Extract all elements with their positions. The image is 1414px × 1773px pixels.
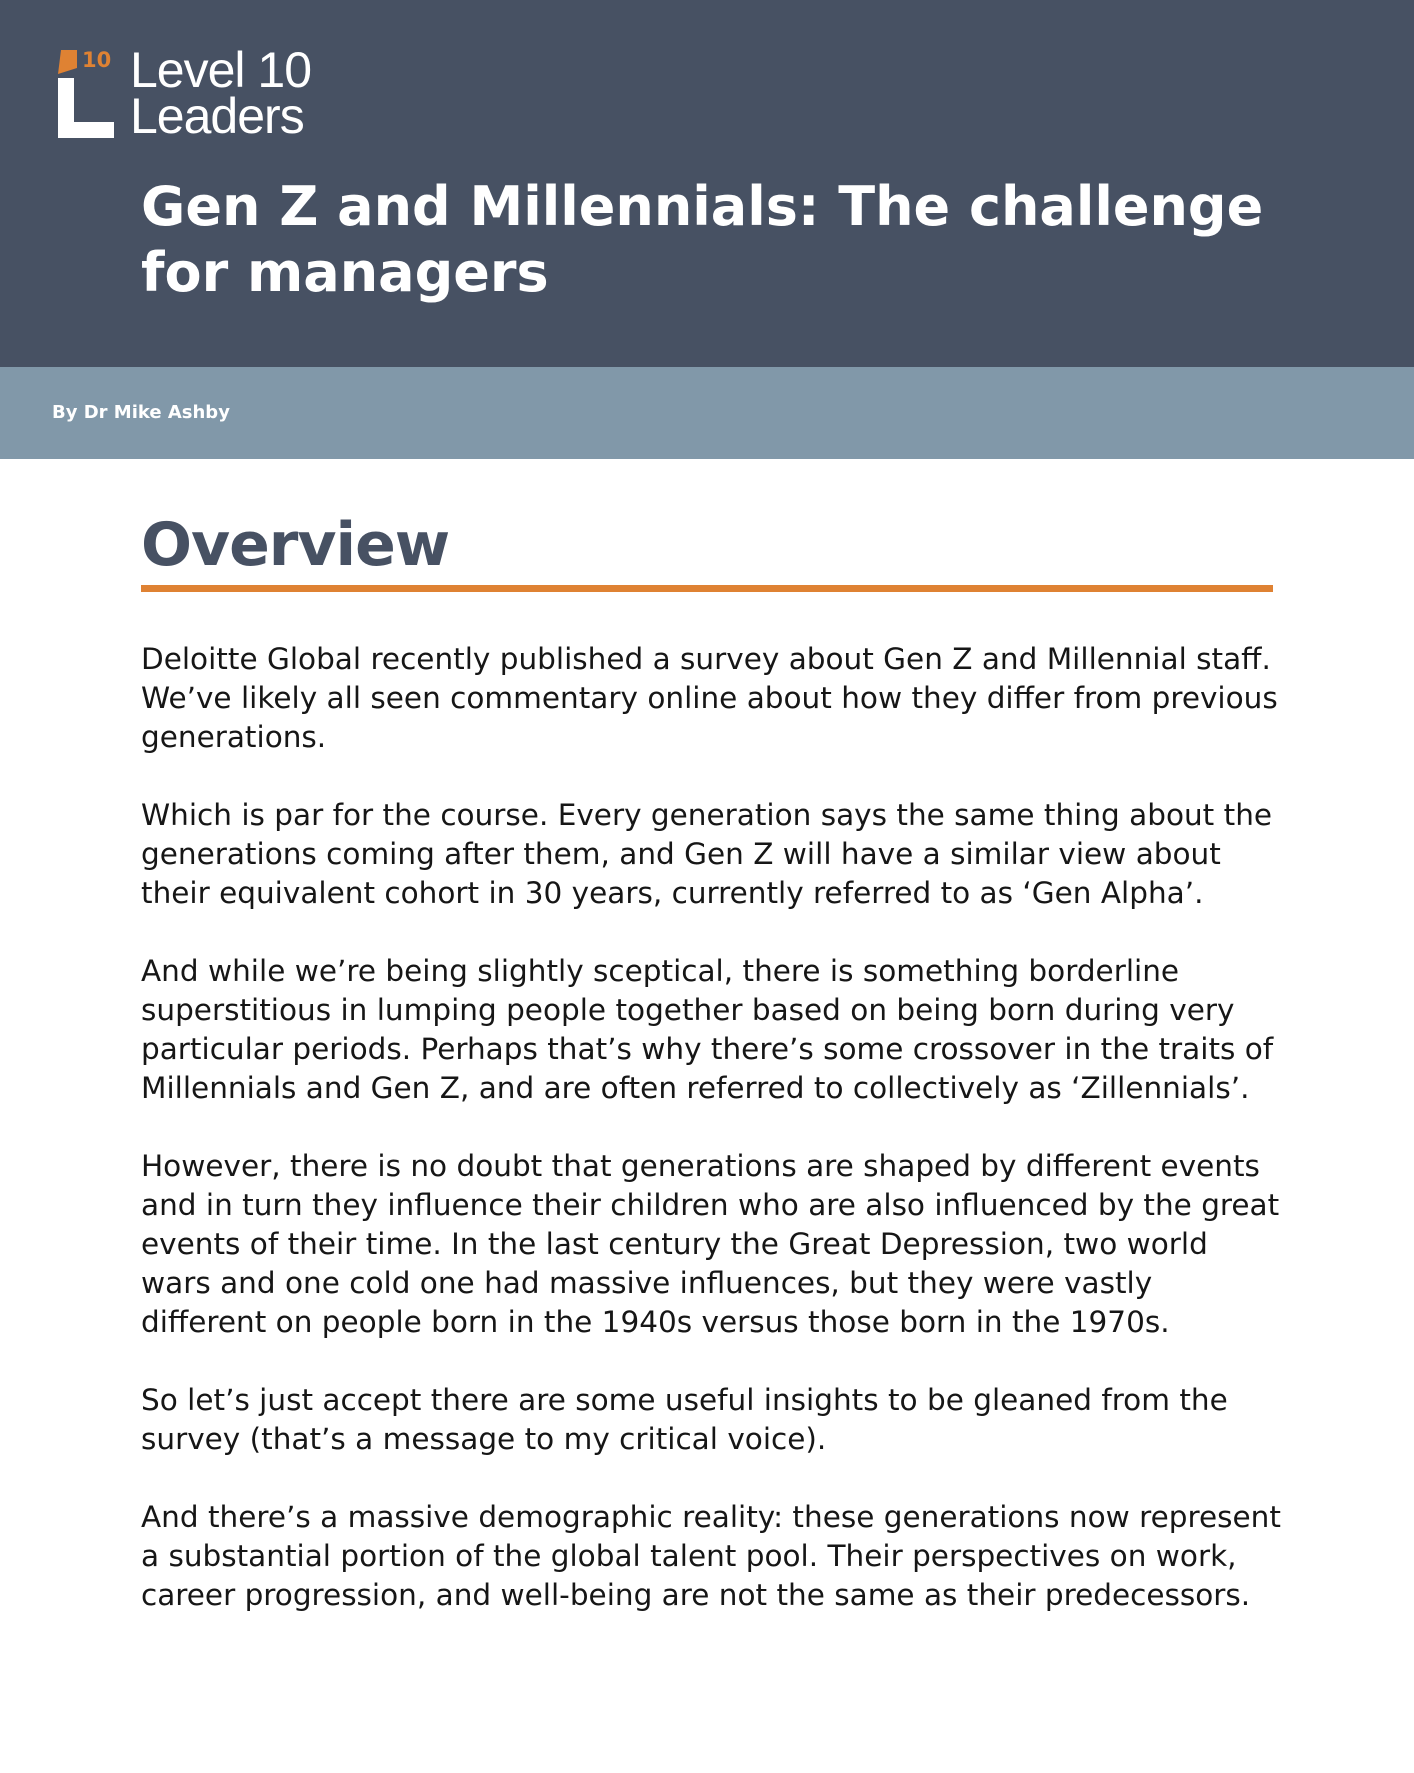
author-byline: By Dr Mike Ashby	[52, 402, 230, 423]
level-10-logo-icon	[58, 50, 118, 138]
section-heading: Overview	[141, 510, 450, 580]
heading-divider	[141, 585, 1273, 592]
paragraph: So let’s just accept there are some useful insights to be gleaned from the survey (that’s a message to my critical voice).	[141, 1383, 1228, 1456]
main-content	[141, 505, 1281, 1654]
paragraph: Which is par for the course. Every generation says the same thing about the generations coming after them, and Gen Z will have a similar view about their equivalent cohort in 30 years, currently referred to as ‘Gen Alpha’.	[141, 798, 1273, 910]
paragraph: And while we’re being slightly sceptical, there is something borderline superstitious in lumping people together based on being born during very particular periods. Perhaps that’s why there’s some crossover in the traits of Millennials and Gen Z, and are often referred to collectively as ‘Zillennials’.	[141, 954, 1274, 1105]
paragraph: And there’s a massive demographic reality: these generations now represent a substantial portion of the global talent pool. Their perspectives on work, career progression, and well-being are not the same as their predecessors.	[141, 1500, 1281, 1612]
document-title: Gen Z and Millennials: The challenge for managers	[141, 175, 1264, 304]
byline-bar	[0, 367, 1414, 459]
logo-wordmark	[130, 42, 312, 144]
paragraph: However, there is no doubt that generations are shaped by different events and in turn they influence their children who are also influenced by the great events of their time. In the last century the Great Depression, two world wars and one cold one had massive influences, but they were vastly different on people born in the 1940s versus those born in the 1970s.	[141, 1149, 1280, 1339]
brand-logo	[58, 42, 328, 144]
logo-line-2: Leaders	[130, 88, 304, 144]
page-header	[0, 0, 1414, 367]
logo-mark-number: 10	[82, 50, 112, 72]
logo-line-1: Level 10	[130, 42, 312, 98]
paragraph: Deloitte Global recently published a survey about Gen Z and Millennial staff. We’ve likely all seen commentary online about how they differ from previous generations.	[141, 642, 1278, 754]
